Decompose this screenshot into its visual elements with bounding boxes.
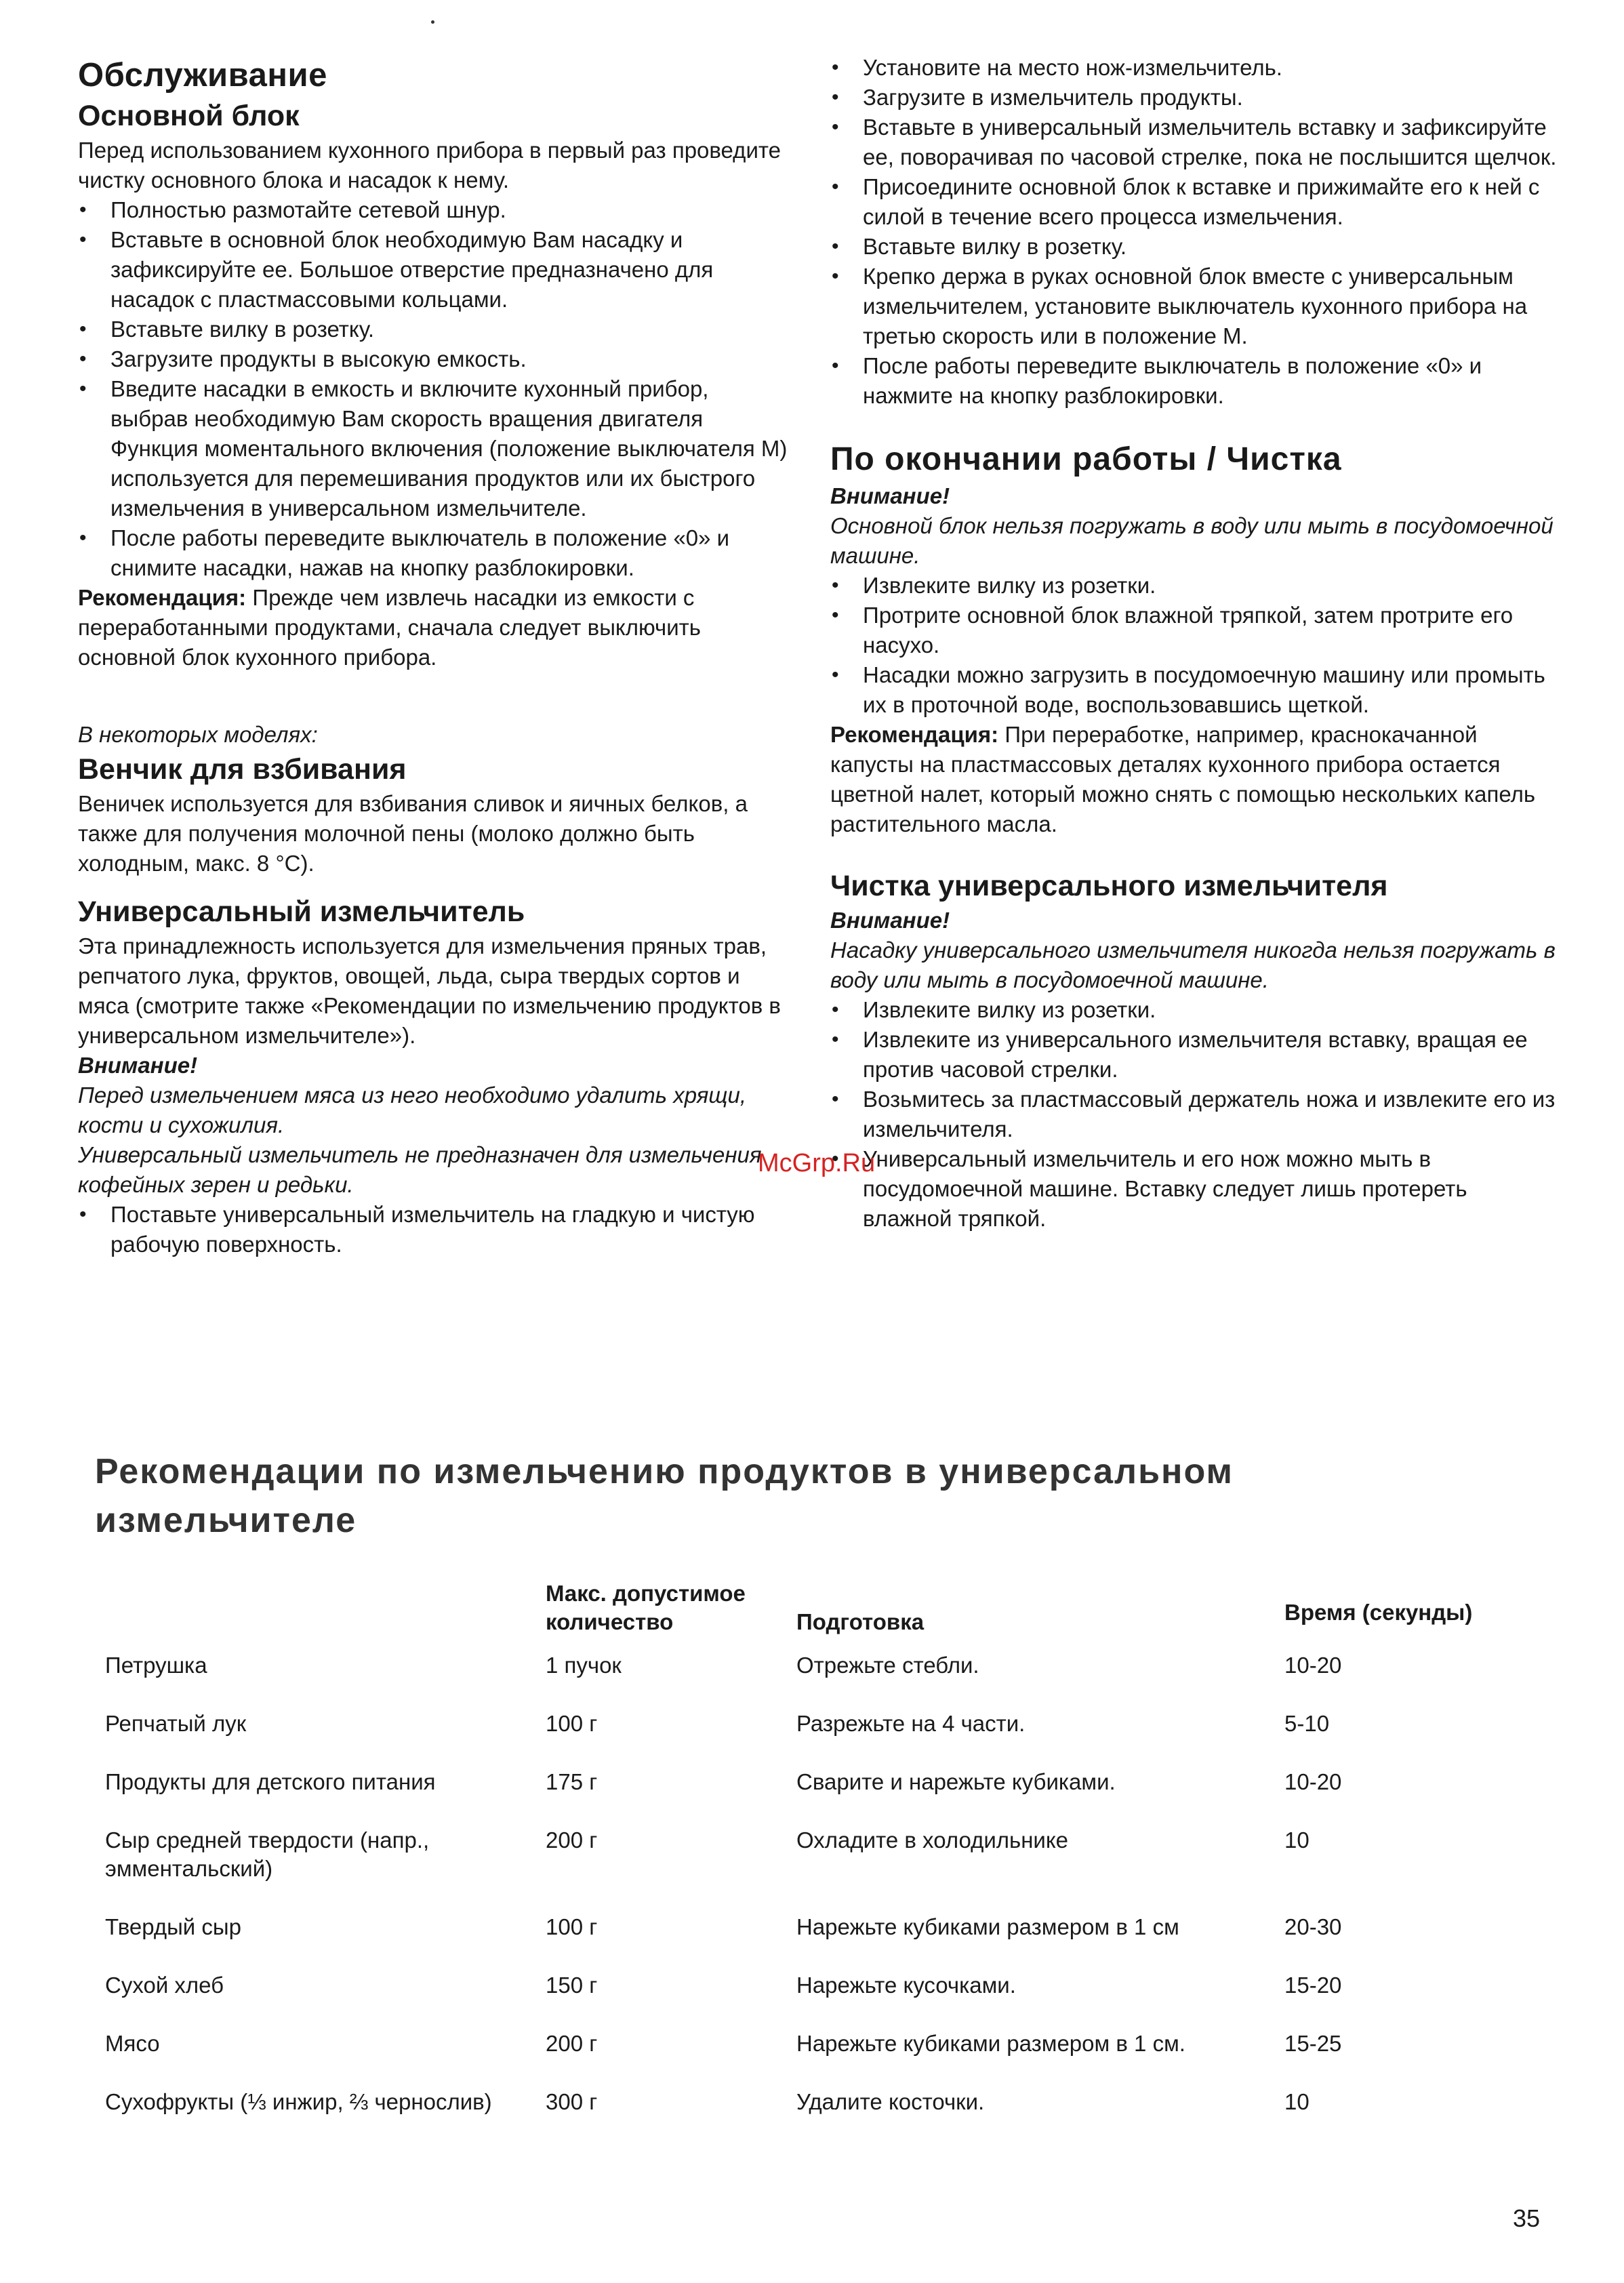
cell-product: Продукты для детского питания <box>105 1769 436 1794</box>
cell-time: 5-10 <box>1284 1711 1330 1736</box>
cell-time: 10-20 <box>1284 1769 1342 1794</box>
whisk-text: Веничек используется для взбивания сливок и яичных белков, а также для получения молочной пены (молоко должно быть холодным, макс. 8 °C). <box>78 791 748 876</box>
table-row <box>105 1695 1508 1753</box>
list-item: • Протрите основной блок влажной тряпкой, затем протрите его насухо. <box>830 601 1562 660</box>
heading-clean-chopper: Чистка универсального измельчителя <box>830 870 1388 902</box>
list-item: • Универсальный измельчитель и его нож можно мыть в посудомоечной машине. Вставку следует лишь протереть влажной тряпкой. <box>830 1144 1562 1234</box>
cell-product: Мясо <box>105 2031 160 2056</box>
heading-chopper: Универсальный измельчитель <box>78 895 525 928</box>
list-item: • Введите насадки в емкость и включите кухонный прибор, выбрав необходимую Вам скорость вращения двигателя Функция моментального включения (положение выключателя M) используется для перемешивания продуктов или их быстрого измельчения в универсальном измельчителе. <box>78 374 790 523</box>
list-item: • Извлеките из универсального измельчителя вставку, вращая ее против часовой стрелки. <box>830 1025 1562 1085</box>
after-steps <box>830 571 1562 720</box>
chopper-warning-2: Универсальный измельчитель не предназначен для измельчения кофейных зерен и редьки. <box>78 1142 762 1197</box>
list-item: • Возьмитесь за пластмассовый держатель ножа и извлеките его из измельчителя. <box>830 1085 1562 1144</box>
list-item: • Загрузите в измельчитель продукты. <box>830 83 1562 113</box>
cell-preparation: Нарежьте кубиками размером в 1 см. <box>796 2031 1185 2056</box>
cell-preparation: Охладите в холодильнике <box>796 1827 1069 1853</box>
table-row <box>105 2073 1508 2131</box>
heading-main-block: Основной блок <box>78 100 300 132</box>
list-item: • Насадки можно загрузить в посудомоечную машину или промыть их в проточной воде, воспользовавшись щеткой. <box>830 660 1562 720</box>
recommendation-text: При переработке, например, краснокачанной капусты на пластмассовых деталях кухонного прибора остается цветной налет, который можно снять с помощью нескольких капель растительного масла. <box>830 722 1536 836</box>
header-time: Время (секунды) <box>1284 1600 1473 1625</box>
cell-product: Сухофрукты (⅓ инжир, ⅔ чернослив) <box>105 2089 492 2114</box>
cell-amount: 100 г <box>546 1711 598 1736</box>
cell-time: 15-20 <box>1284 1973 1342 1998</box>
heading-whisk: Венчик для взбивания <box>78 753 407 786</box>
cell-amount: 200 г <box>546 1827 598 1853</box>
attention-label: Внимание! <box>830 908 950 933</box>
chopper-steps <box>78 1200 790 1259</box>
recommendation-label: Рекомендация: <box>830 722 999 747</box>
cell-time: 10 <box>1284 2089 1310 2114</box>
cell-time: 20-30 <box>1284 1914 1342 1939</box>
reco-title: Рекомендации по измельчению продуктов в универсальном измельчителе <box>95 1452 1234 1540</box>
intro-text: Перед использованием кухонного прибора в первый раз проведите чистку основного блока и насадок к нему. <box>78 138 781 193</box>
cell-preparation: Удалите косточки. <box>796 2089 985 2114</box>
cell-amount: 100 г <box>546 1914 598 1939</box>
cell-preparation: Нарежьте кубиками размером в 1 см <box>796 1914 1179 1939</box>
cell-preparation: Нарежьте кусочками. <box>796 1973 1016 1998</box>
list-item: • Вставьте вилку в розетку. <box>830 232 1562 262</box>
cell-product: Петрушка <box>105 1653 207 1678</box>
cell-preparation: Сварите и нарежьте кубиками. <box>796 1769 1116 1794</box>
cell-product: Репчатый лук <box>105 1711 247 1736</box>
cell-amount: 300 г <box>546 2089 598 2114</box>
watermark: McGrp.Ru <box>758 1149 876 1177</box>
cell-time: 10 <box>1284 1827 1310 1853</box>
recommendation <box>830 720 1562 839</box>
list-item: • Присоедините основной блок к вставке и прижимайте его к ней с силой в течение всего процесса измельчения. <box>830 172 1562 232</box>
clean-warning: Насадку универсального измельчителя никогда нельзя погружать в воду или мыть в посудомоечной машине. <box>830 937 1556 992</box>
header-preparation: Подготовка <box>796 1609 925 1634</box>
table-row <box>105 2015 1508 2073</box>
header-max-amount: Макс. допустимое количество <box>546 1581 746 1634</box>
cell-amount: 1 пучок <box>546 1653 622 1678</box>
list-item: • Полностью размотайте сетевой шнур. <box>78 195 790 225</box>
list-item: • Крепко держа в руках основной блок вместе с универсальным измельчителем, установите выключатель кухонного прибора на третью скорость или в положение M. <box>830 262 1562 351</box>
table-header-row <box>105 1579 1508 1636</box>
list-item: • Извлеките вилку из розетки. <box>830 995 1562 1025</box>
cell-time: 10-20 <box>1284 1653 1342 1678</box>
table-row <box>105 1636 1508 1695</box>
some-models-note: В некоторых моделях: <box>78 722 318 747</box>
list-item: • Загрузите продукты в высокую емкость. <box>78 344 790 374</box>
recommendation-text: Прежде чем извлечь насадки из емкости с переработанными продуктами, сначала следует выключить основной блок кухонного прибора. <box>78 585 701 670</box>
list-item: • Вставьте в основной блок необходимую Вам насадку и зафиксируйте ее. Большое отверстие предназначено для насадок с пластмассовыми кольцами. <box>78 225 790 315</box>
left-column <box>78 54 790 1259</box>
clean-steps <box>830 995 1562 1234</box>
cell-preparation: Отрежьте стебли. <box>796 1653 979 1678</box>
chopper-text: Эта принадлежность используется для измельчения пряных трав, репчатого лука, фруктов, овощей, льда, сыра твердых сортов и мяса (смотрите также «Рекомендации по измельчению продуктов в универсальном измельчителе»). <box>78 933 781 1048</box>
chopper-steps-continued <box>830 53 1562 411</box>
page-number: 35 <box>1513 2204 1541 2232</box>
attention-label: Внимание! <box>78 1053 198 1078</box>
heading-after-work: По окончании работы / Чистка <box>830 441 1342 477</box>
attention-label: Внимание! <box>830 483 950 508</box>
after-warning: Основной блок нельзя погружать в воду или мыть в посудомоечной машине. <box>830 513 1554 568</box>
cell-product: Твердый сыр <box>105 1914 241 1939</box>
scan-speck <box>431 20 434 24</box>
main-block-steps <box>78 195 790 583</box>
list-item: • После работы переведите выключатель в положение «0» и нажмите на кнопку разблокировки. <box>830 351 1562 411</box>
heading-service: Обслуживание <box>78 57 327 94</box>
recommendation-label: Рекомендация: <box>78 585 247 610</box>
cell-time: 15-25 <box>1284 2031 1342 2056</box>
chopper-warning-1: Перед измельчением мяса из него необходимо удалить хрящи, кости и сухожилия. <box>78 1083 747 1137</box>
cell-amount: 200 г <box>546 2031 598 2056</box>
header-product <box>105 1579 546 1636</box>
right-column <box>830 53 1562 1234</box>
cell-product: Сухой хлеб <box>105 1973 224 1998</box>
reco-table <box>105 1579 1508 2131</box>
list-item: • После работы переведите выключатель в положение «0» и снимите насадки, нажав на кнопку разблокировки. <box>78 523 790 583</box>
cell-amount: 150 г <box>546 1973 598 1998</box>
table-row <box>105 1811 1508 1898</box>
cell-amount: 175 г <box>546 1769 598 1794</box>
table-row <box>105 1956 1508 2015</box>
recommendation <box>78 583 790 672</box>
table-row <box>105 1898 1508 1956</box>
table-row <box>105 1753 1508 1811</box>
list-item: • Поставьте универсальный измельчитель на гладкую и чистую рабочую поверхность. <box>78 1200 790 1259</box>
list-item: • Вставьте в универсальный измельчитель вставку и зафиксируйте ее, поворачивая по часовой стрелке, пока не послышится щелчок. <box>830 113 1562 172</box>
list-item: • Извлеките вилку из розетки. <box>830 571 1562 601</box>
list-item: • Установите на место нож-измельчитель. <box>830 53 1562 83</box>
cell-preparation: Разрежьте на 4 части. <box>796 1711 1026 1736</box>
cell-product: Сыр средней твердости (напр., эмментальский) <box>105 1827 430 1881</box>
list-item: • Вставьте вилку в розетку. <box>78 315 790 344</box>
